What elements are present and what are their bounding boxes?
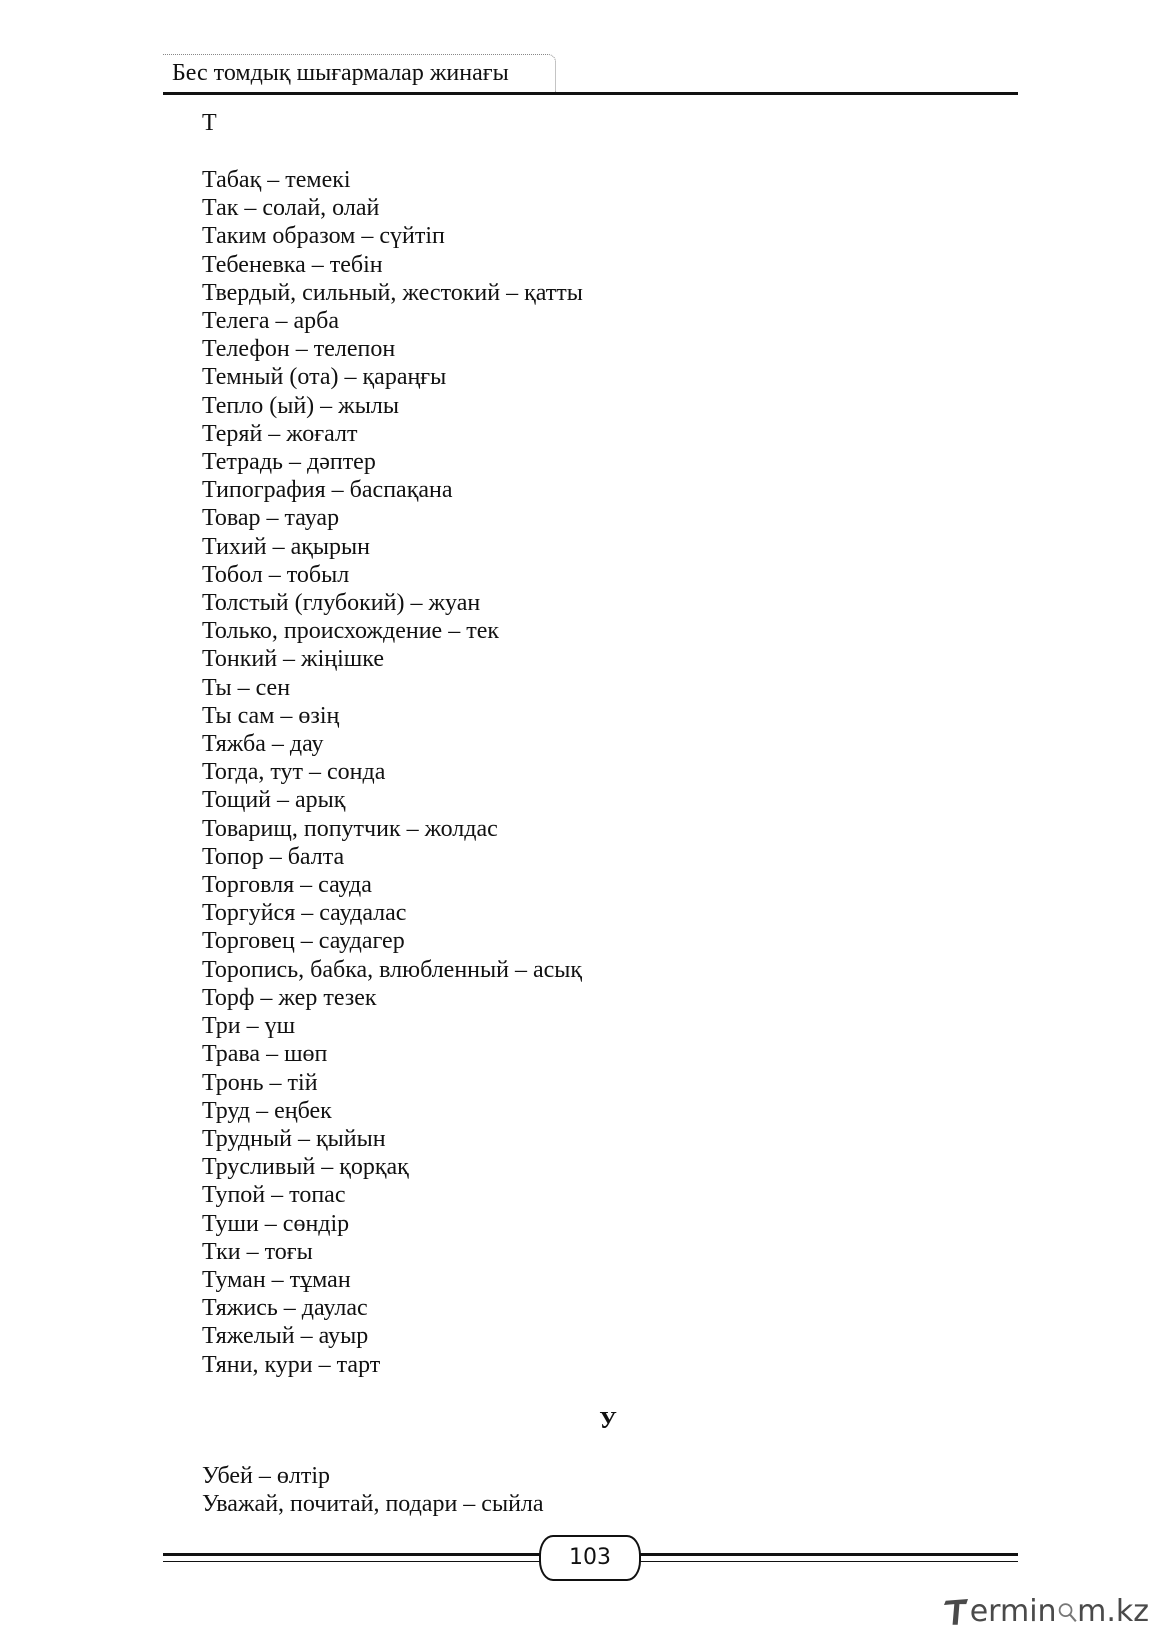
dictionary-entry: Торопись, бабка, влюбленный – асық: [202, 956, 583, 983]
magnifier-icon: [1057, 1596, 1078, 1626]
dictionary-entry: Тяжба – дау: [202, 731, 324, 758]
dictionary-entry: Темный (ота) – қараңғы: [202, 364, 447, 391]
dictionary-entry: Товарищ, попутчик – жолдас: [202, 815, 498, 842]
termincom-watermark: [944, 1590, 1149, 1632]
header-rule: [163, 92, 1018, 95]
dictionary-entry: Тонкий – жіңішке: [202, 646, 385, 673]
dictionary-entry: Тихий – ақырын: [202, 533, 370, 560]
dictionary-entry: Уважай, почитай, подари – сыйла: [202, 1491, 544, 1518]
entry-list-t: [202, 166, 583, 1379]
dictionary-entry: Тогда, тут – сонда: [202, 759, 386, 786]
dictionary-entry: Тупой – топас: [202, 1182, 346, 1209]
dictionary-entry: Телега – арба: [202, 308, 340, 335]
dictionary-entry: Тетрадь – дәптер: [202, 449, 376, 476]
dictionary-entry: Труд – еңбек: [202, 1097, 332, 1124]
dictionary-entry: Товар – тауар: [202, 505, 340, 532]
dictionary-entry: Толстый (глубокий) – жуан: [202, 590, 481, 617]
dictionary-entry: Тобол – тобыл: [202, 561, 350, 588]
dictionary-entry: Трудный – қыйын: [202, 1125, 386, 1152]
dictionary-entry: Убей – өлтір: [202, 1463, 331, 1489]
entry-list-u: [202, 1462, 544, 1518]
watermark-text-a: ermin: [969, 1593, 1057, 1629]
dictionary-entry: Таким образом – сүйтіп: [202, 223, 445, 250]
letter-heading-u: У: [599, 1408, 617, 1434]
dictionary-entry: Типография – баспақана: [202, 477, 453, 504]
dictionary-entry: Только, происхождение – тек: [202, 618, 499, 645]
dictionary-entry: Три – үш: [202, 1013, 296, 1040]
letter-heading-t: Т: [202, 110, 217, 136]
watermark-text-b: m.kz: [1077, 1593, 1149, 1629]
dictionary-entry: Тяжись – даулас: [202, 1295, 368, 1322]
dictionary-entry: Трава – шөп: [202, 1041, 328, 1068]
dictionary-entry: Телефон – телепон: [202, 336, 396, 363]
running-header-title: Бес томдық шығармалар жинағы: [172, 60, 509, 86]
dictionary-entry: Тяжелый – ауыр: [202, 1323, 369, 1350]
dictionary-entry: Теряй – жоғалт: [202, 420, 358, 447]
dictionary-entry: Твердый, сильный, жестокий – қатты: [202, 279, 583, 306]
dictionary-entry: Так – солай, олай: [202, 195, 380, 222]
dictionary-entry: Туман – тұман: [202, 1266, 351, 1293]
dictionary-entry: Торф – жер тезек: [202, 984, 377, 1011]
dictionary-entry: Тепло (ый) – жылы: [202, 392, 399, 419]
dictionary-entry: Тощий – арық: [202, 787, 346, 814]
dictionary-entry: Тяни, кури – тарт: [202, 1351, 381, 1378]
page-number: 103: [539, 1535, 641, 1581]
dictionary-entry: Торговля – сауда: [202, 872, 372, 899]
dictionary-entry: Торговец – саудагер: [202, 928, 405, 955]
dictionary-entry: Тронь – тій: [202, 1069, 318, 1096]
dictionary-entry: Туши – сөндір: [202, 1210, 350, 1237]
dictionary-entry: Топор – балта: [202, 843, 345, 870]
watermark-t-logo-icon: [944, 1593, 970, 1629]
dictionary-entry: Ты сам – өзің: [202, 702, 340, 729]
dictionary-entry: Тки – тоғы: [202, 1238, 313, 1265]
dictionary-entry: Трусливый – қорқақ: [202, 1154, 409, 1181]
dictionary-entry: Ты – сен: [202, 674, 291, 701]
dictionary-entry: Табақ – темекі: [202, 167, 351, 193]
dictionary-entry: Торгуйся – саудалас: [202, 900, 407, 927]
dictionary-entry: Тебеневка – тебін: [202, 251, 383, 278]
